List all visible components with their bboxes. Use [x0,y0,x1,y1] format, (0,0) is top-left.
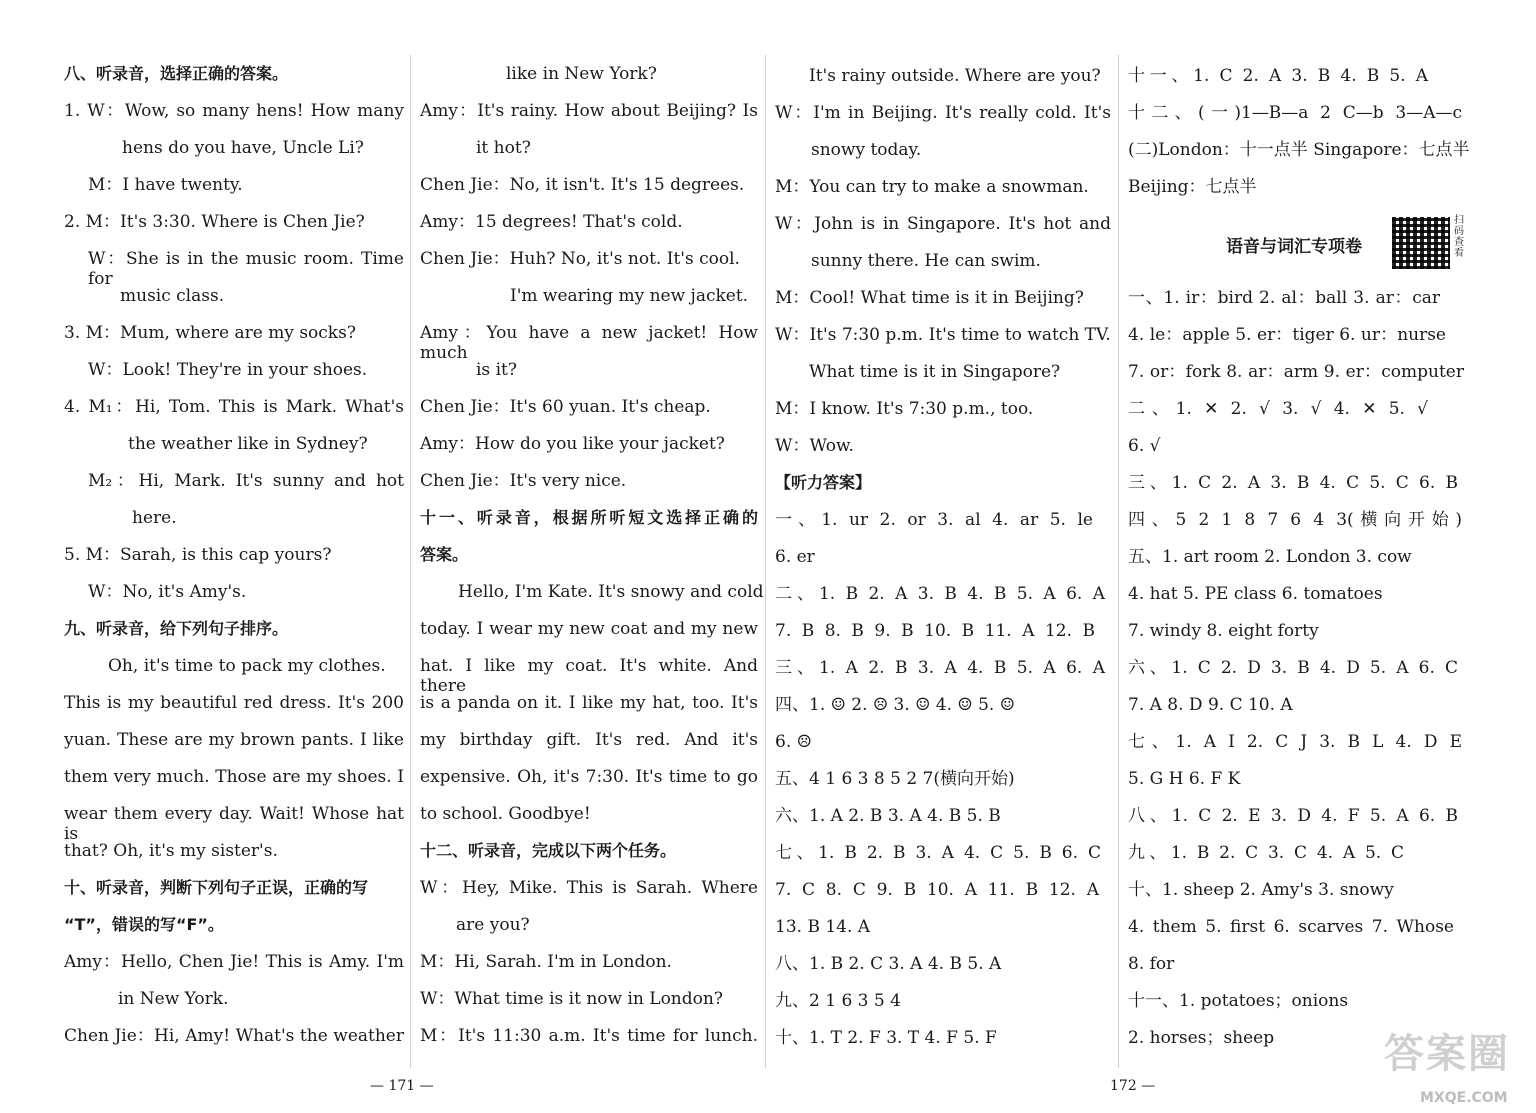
section-heading: “T”，错误的写“F”。 [64,915,224,934]
text-line: my birthday gift. It's red. And it's [420,730,758,750]
text-line: 九、2 1 6 3 5 4 [775,991,901,1011]
section-heading: 八、听录音，选择正确的答案。 [64,64,289,83]
text-line: 2. horses；sheep [1128,1028,1275,1048]
text-line: 6. ☹ [775,732,812,752]
text-line: Chen Jie：No, it isn't. It's 15 degrees. [420,175,745,195]
text-line: 5. G H 6. F K [1128,769,1241,789]
section-heading: 十一、听录音，根据所听短文选择正确的 [420,508,758,527]
text-line: Chen Jie：Huh? No, it's not. It's cool. [420,249,740,269]
text-line: M₂：Hi, Mark. It's sunny and hot [88,471,404,491]
text-line: W：It's 7:30 p.m. It's time to watch TV. [775,325,1111,345]
text-line: hat. I like my coat. It's white. And there [420,656,758,696]
text-line: Oh, it's time to pack my clothes. [108,656,386,676]
watermark-url: MXQE.COM [1420,1090,1508,1106]
text-line: 十、1. sheep 2. Amy's 3. snowy [1128,880,1394,900]
text-line: in New York. [118,989,229,1009]
text-line: 4. them 5. first 6. scarves 7. Whose [1128,917,1454,937]
text-line: W：What time is it now in London? [420,989,723,1009]
text-line: 七、1. A I 2. C J 3. B L 4. D E [1128,732,1462,752]
text-line: This is my beautiful red dress. It's 200 [64,693,404,713]
text-line: Amy：You have a new jacket! How much [420,323,758,363]
text-line: them very much. Those are my shoes. I [64,767,404,787]
text-line: I'm wearing my new jacket. [510,286,749,306]
text-line: are you? [456,915,530,935]
text-line: 3. M：Mum, where are my socks? [64,323,356,343]
text-line: 四、5 2 1 8 7 6 4 3(横向开始) [1128,510,1462,530]
text-line: 十一、1. potatoes；onions [1128,991,1349,1011]
text-line: Chen Jie：It's 60 yuan. It's cheap. [420,397,711,417]
column-divider [765,55,766,1068]
text-line: music class. [120,286,225,306]
text-line: Hello, I'm Kate. It's snowy and cold [458,582,764,602]
section-heading: 十二、听录音，完成以下两个任务。 [420,841,677,860]
text-line: M：Cool! What time is it in Beijing? [775,288,1084,308]
text-line: here. [132,508,177,528]
text-line: 一、1. ir：bird 2. al：ball 3. ar：car [1128,288,1440,308]
text-line: 五、4 1 6 3 8 5 2 7(横向开始) [775,769,1015,789]
text-line: 7. B 8. B 9. B 10. B 11. A 12. B [775,621,1095,641]
text-line: 4. le：apple 5. er：tiger 6. ur：nurse [1128,325,1446,345]
text-line: Amy：It's rainy. How about Beijing? Is [420,101,758,121]
text-line: W：Wow. [775,436,854,456]
text-line: 13. B 14. A [775,917,871,937]
text-line: Beijing：七点半 [1128,177,1257,197]
text-line: W：No, it's Amy's. [88,582,247,602]
text-line: sunny there. He can swim. [811,251,1041,271]
text-line: 二、1. B 2. A 3. B 4. B 5. A 6. A [775,584,1105,604]
text-line: W：I'm in Beijing. It's really cold. It's [775,103,1111,123]
text-line: 7. A 8. D 9. C 10. A [1128,695,1293,715]
text-line: Amy：How do you like your jacket? [420,434,725,454]
text-line: 十二、(一)1—B—a 2 C—b 3—A—c [1128,103,1462,123]
text-line: 一、1. ur 2. or 3. al 4. ar 5. le [775,510,1093,530]
text-line: is it? [476,360,517,380]
text-line: M：I know. It's 7:30 p.m., too. [775,399,1034,419]
page-number-right: 172 — [1110,1078,1156,1094]
text-line: 六、1. A 2. B 3. A 4. B 5. B [775,806,1001,826]
text-line: W：John is in Singapore. It's hot and [775,214,1111,234]
column-divider [410,55,411,1068]
text-line: 九、1. B 2. C 3. C 4. A 5. C [1128,843,1404,863]
text-line: 6. √ [1128,436,1161,456]
text-line: expensive. Oh, it's 7:30. It's time to go [420,767,758,787]
qr-side-label: 扫码查看 [1454,215,1464,259]
text-line: 十、1. T 2. F 3. T 4. F 5. F [775,1028,997,1048]
text-line: 六、1. C 2. D 3. B 4. D 5. A 6. C [1128,658,1458,678]
column-divider [1118,55,1119,1068]
text-line: M：I have twenty. [88,175,243,195]
text-line: W：Look! They're in your shoes. [88,360,368,380]
text-line: that? Oh, it's my sister's. [64,841,278,861]
text-line: 5. M：Sarah, is this cap yours? [64,545,332,565]
text-line: hens do you have, Uncle Li? [122,138,364,158]
text-line: 6. er [775,547,815,567]
text-line: 十一、1. C 2. A 3. B 4. B 5. A [1128,66,1428,86]
text-line: 7. windy 8. eight forty [1128,621,1319,641]
text-line: 三、1. A 2. B 3. A 4. B 5. A 6. A [775,658,1105,678]
page-number-left: — 171 — [370,1078,434,1094]
text-line: 7. or：fork 8. ar：arm 9. er：computer [1128,362,1464,382]
text-line: 7. C 8. C 9. B 10. A 11. B 12. A [775,880,1099,900]
text-line: to school. Goodbye! [420,804,591,824]
text-line: Chen Jie：It's very nice. [420,471,627,491]
text-line: 八、1. B 2. C 3. A 4. B 5. A [775,954,1002,974]
qr-code-icon[interactable] [1392,217,1450,269]
text-line: 五、1. art room 2. London 3. cow [1128,547,1412,567]
section-title: 语音与词汇专项卷 [1226,237,1362,257]
text-line: snowy today. [811,140,922,160]
text-line: yuan. These are my brown pants. I like [64,730,404,750]
text-line: today. I wear my new coat and my new [420,619,758,639]
text-line: 七、1. B 2. B 3. A 4. C 5. B 6. C [775,843,1101,863]
text-line: It's rainy outside. Where are you? [809,66,1101,86]
text-line: Amy：15 degrees! That's cold. [420,212,683,232]
text-line: W：She is in the music room. Time for [88,249,404,289]
text-line: W：Hey, Mike. This is Sarah. Where [420,878,758,898]
text-line: 4. hat 5. PE class 6. tomatoes [1128,584,1383,604]
text-line: 8. for [1128,954,1175,974]
text-line: 1. W：Wow, so many hens! How many [64,101,404,121]
text-line: 三、1. C 2. A 3. B 4. C 5. C 6. B [1128,473,1458,493]
section-heading: 九、听录音，给下列句子排序。 [64,619,289,638]
text-line: wear them every day. Wait! Whose hat is [64,804,404,844]
section-heading: 【听力答案】 [775,473,872,492]
text-line: 二、1. ✕ 2. √ 3. √ 4. ✕ 5. √ [1128,399,1428,419]
text-line: 四、1. ☺ 2. ☹ 3. ☺ 4. ☺ 5. ☺ [775,695,1015,715]
text-line: is a panda on it. I like my hat, too. It's [420,693,758,713]
text-line: like in New York? [506,64,657,84]
text-line: M：You can try to make a snowman. [775,177,1089,197]
section-heading: 答案。 [420,545,469,564]
watermark-logo: 答案圈 [1384,1031,1510,1077]
text-line: M：It's 11:30 a.m. It's time for lunch. [420,1026,758,1046]
text-line: Amy：Hello, Chen Jie! This is Amy. I'm [64,952,404,972]
text-line: it hot? [476,138,531,158]
text-line: 2. M：It's 3:30. Where is Chen Jie? [64,212,365,232]
text-line: the weather like in Sydney? [128,434,368,454]
text-line: (二)London：十一点半 Singapore：七点半 [1128,140,1470,160]
section-heading: 十、听录音，判断下列句子正误，正确的写 [64,878,369,897]
text-line: 4. M₁：Hi, Tom. This is Mark. What's [64,397,404,417]
text-line: 八、1. C 2. E 3. D 4. F 5. A 6. B [1128,806,1458,826]
text-line: M：Hi, Sarah. I'm in London. [420,952,672,972]
text-line: What time is it in Singapore? [809,362,1061,382]
text-line: Chen Jie：Hi, Amy! What's the weather [64,1026,404,1046]
